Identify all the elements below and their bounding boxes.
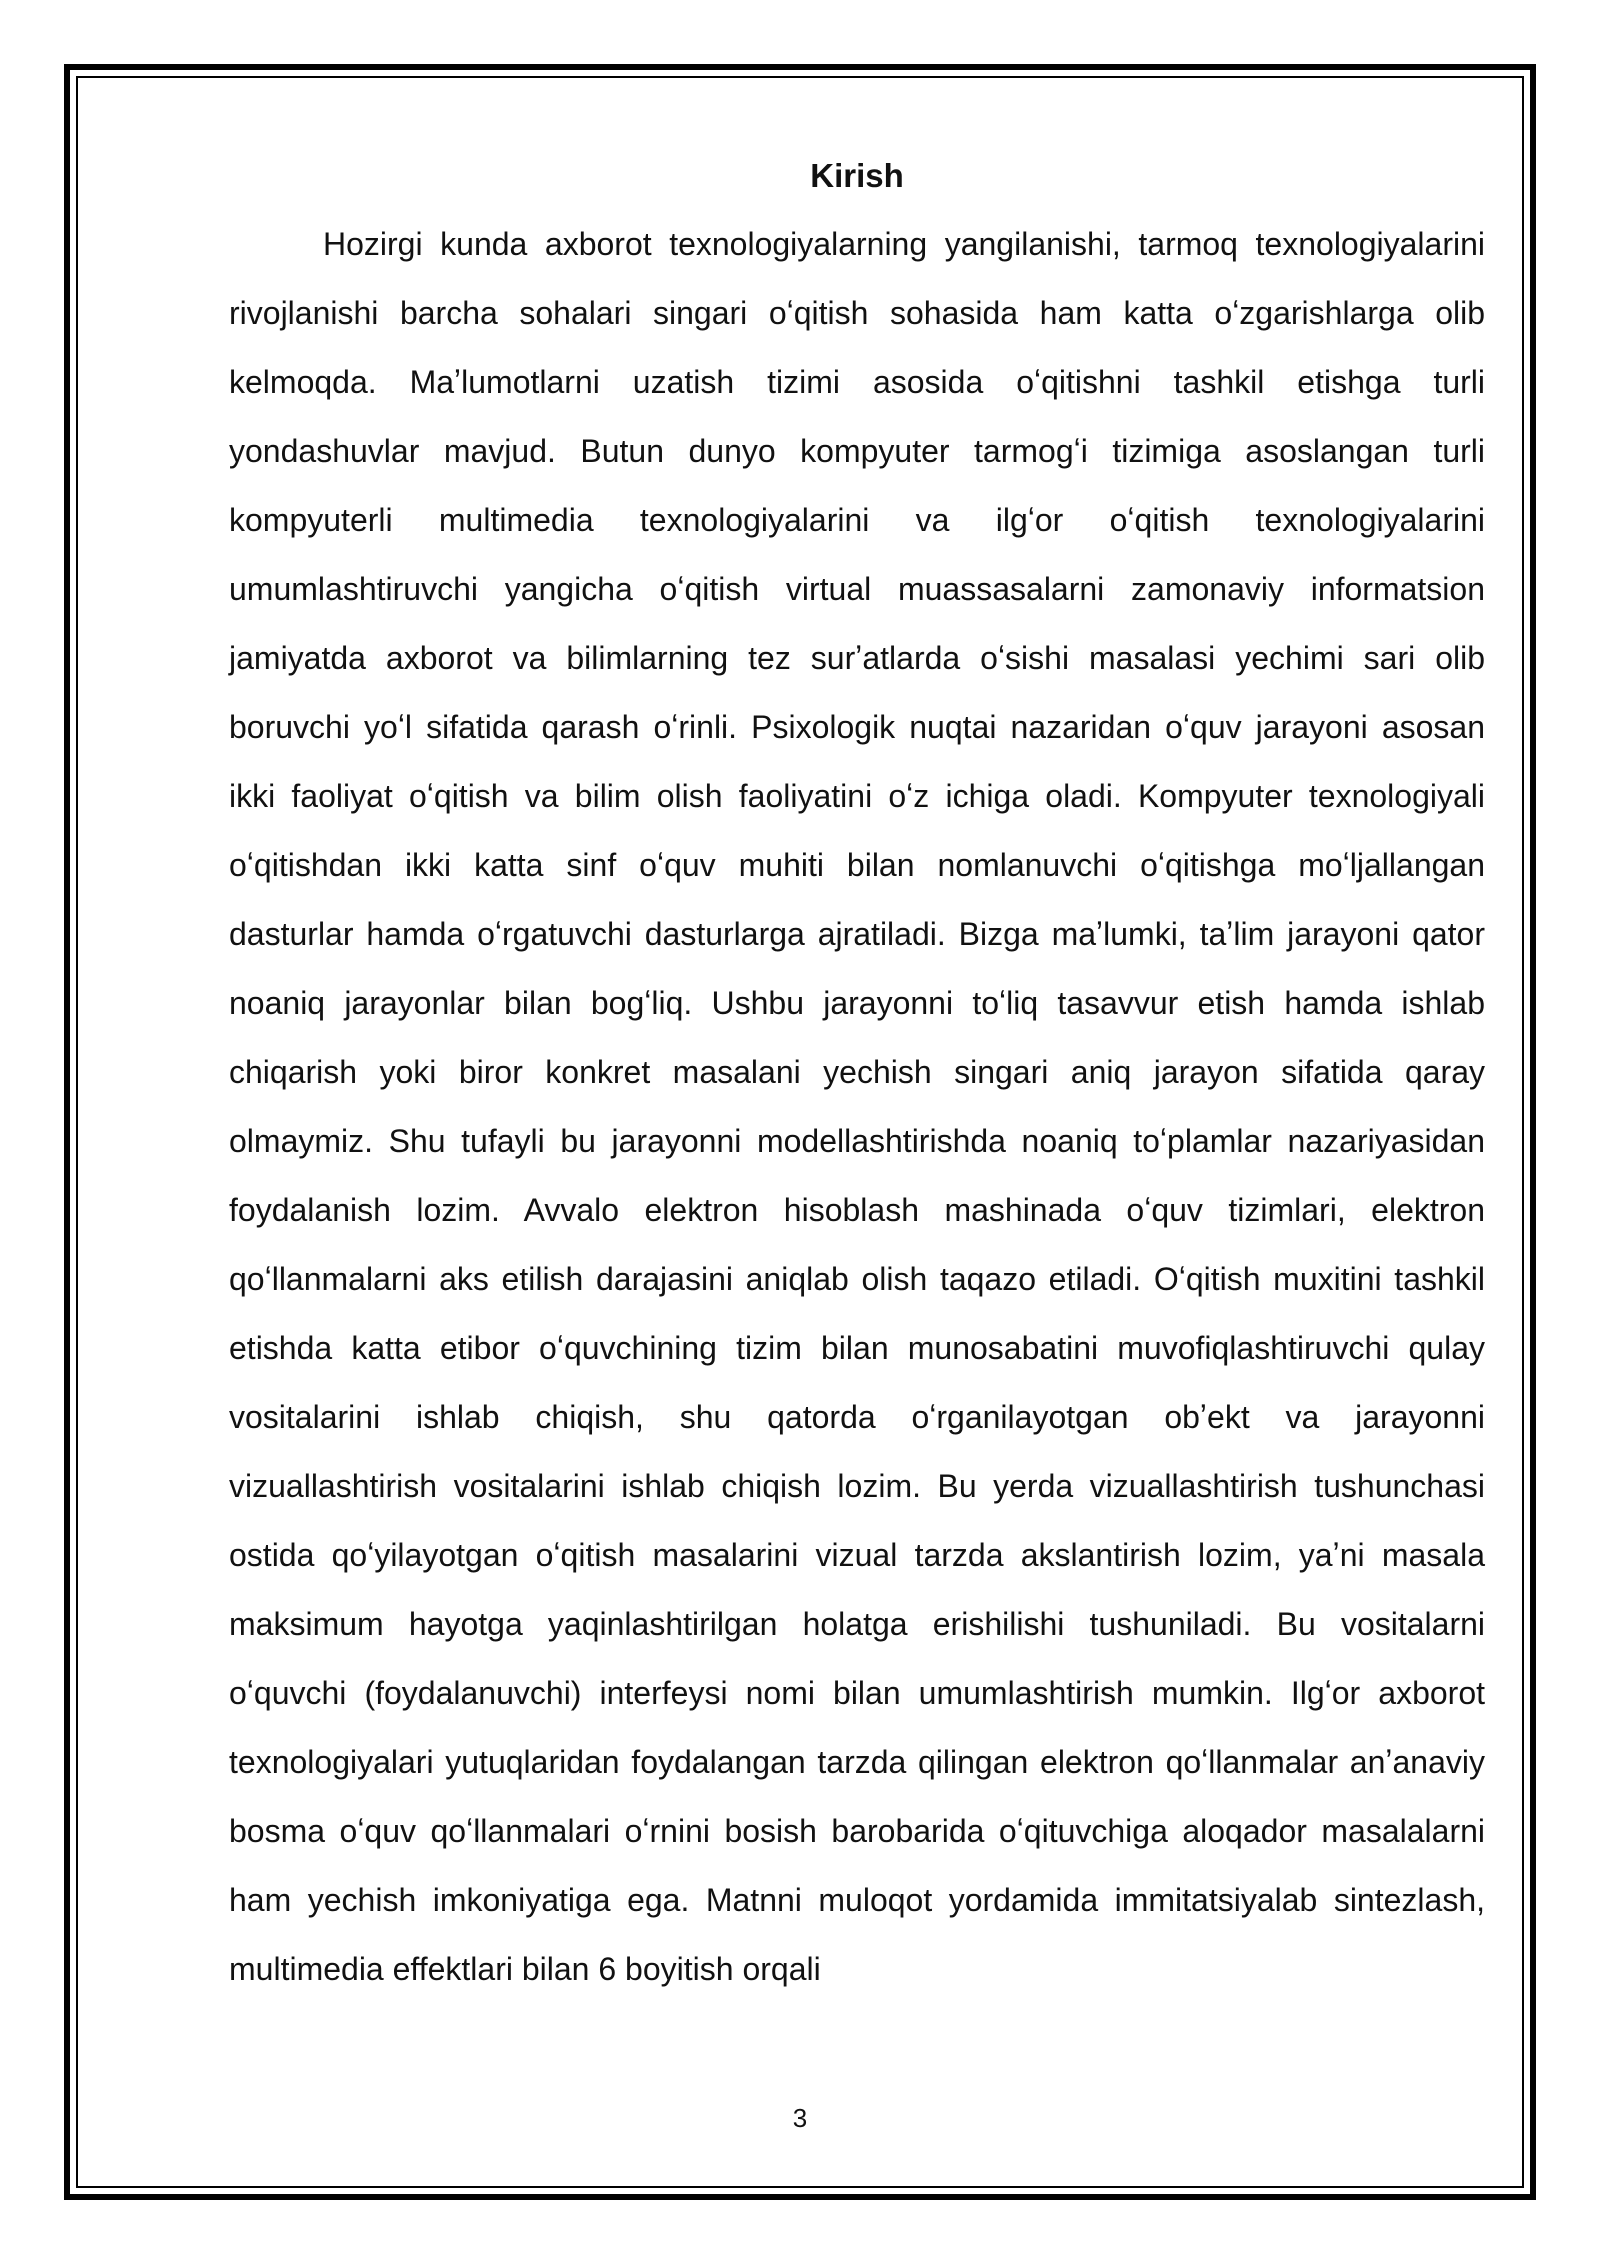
document-body — [229, 148, 1485, 2004]
page-number: 3 — [792, 2103, 808, 2133]
body-paragraph: Hozirgi kunda axborot texnologiyalarning yangilanishi, tarmoq texnologiyalarini rivojlanishi barcha sohalari singari oʻqitish sohasida ham katta oʻzgarishlarga olib kelmoqda. Maʼlumotlarni uzatish tizimi asosida oʻqitishni tashkil etishga turli yondashuvlar mavjud. Butun dunyo kompyuter tarmogʻi tizimiga asoslangan turli kompyuterli multimedia texnologiyalarini va ilgʻor oʻqitish texnologiyalarini umumlashtiruvchi yangicha oʻqitish virtual muassasalarni zamonaviy informatsion jamiyatda axborot va bilimlarning tez surʼatlarda oʻsishi masalasi yechimi sari olib boruvchi yoʻl sifatida qarash oʻrinli. Psixologik nuqtai nazaridan oʻquv jarayoni asosan ikki faoliyat oʻqitish va bilim olish faoliyatini oʻz ichiga oladi. Kompyuter texnologiyali oʻqitishdan ikki katta sinf oʻquv muhiti bilan nomlanuvchi oʻqitishga moʻljallangan dasturlar hamda oʻrgatuvchi dasturlarga ajratiladi. Bizga maʼlumki, taʼlim jarayoni qator noaniq jarayonlar bilan bogʻliq. Ushbu jarayonni toʻliq tasavvur etish hamda ishlab chiqarish yoki biror konkret masalani yechish singari aniq jarayon sifatida qaray olmaymiz. Shu tufayli bu jarayonni modellashtirishda noaniq toʻplamlar nazariyasidan foydalanish lozim. Avvalo elektron hisoblash mashinada oʻquv tizimlari, elektron qoʻllanmalarni aks etilish darajasini aniqlab olish taqazo etiladi. Oʻqitish muxitini tashkil etishda katta etibor oʻquvchining tizim bilan munosabatini muvofiqlashtiruvchi qulay vositalarini ishlab chiqish, shu qatorda oʻrganilayotgan obʼekt va jarayonni vizuallashtirish vositalarini ishlab chiqish lozim. Bu yerda vizuallashtirish tushunchasi ostida qoʻyilayotgan oʻqitish masalarini vizual tarzda akslantirish lozim, yaʼni masala maksimum hayotga yaqinlashtirilgan holatga erishilishi tushuniladi. Bu vositalarni oʻquvchi (foydalanuvchi) interfeysi nomi bilan umumlashtirish mumkin. Ilgʻor axborot texnologiyalari yutuqlaridan foydalangan tarzda qilingan elektron qoʻllanmalar anʼanaviy bosma oʻquv qoʻllanmalari oʻrnini bosish barobarida oʻqituvchiga aloqador masalalarni ham yechish imkoniyatiga ega. Matnni muloqot yordamida immitatsiyalab sintezlash, multimedia effektlari bilan 6 boyitish orqali — [229, 226, 1485, 1987]
document-title: Kirish — [810, 157, 904, 194]
